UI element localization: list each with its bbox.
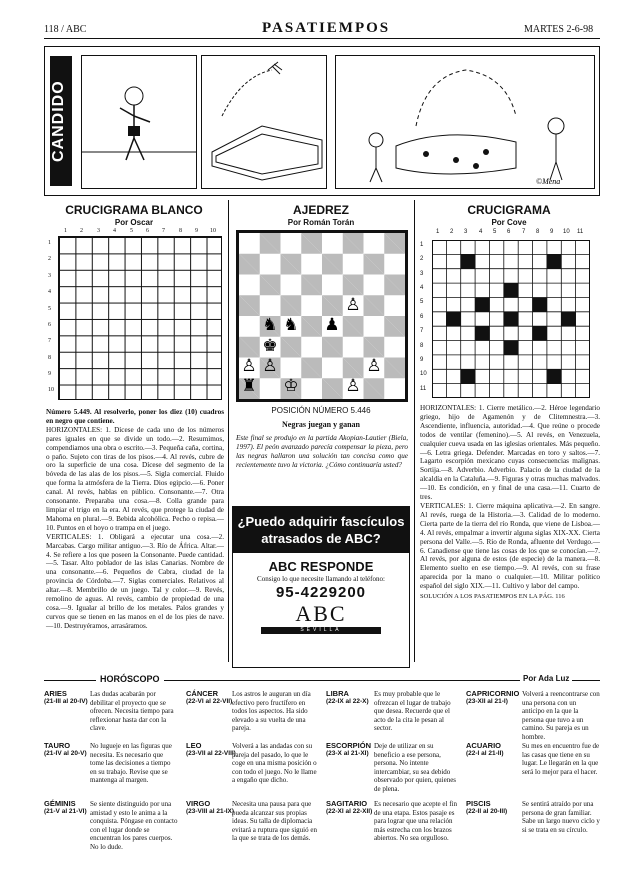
comic-drawing-1 (82, 56, 196, 188)
comic-panel-3 (335, 55, 595, 189)
solution-note: SOLUCIÓN A LOS PASATIEMPOS EN LA PÁG. 116 (420, 593, 565, 601)
crucigrama-blanco-verticales: VERTICALES: 1. Obligará a ejecutar una cosa.—2. Marcabas. Cargo militar antiguo.—3. Río de África. Altar.—4. Se refiere a los que poseen la Consonante. Puede cantidad.—5. Tasar. Alto poblador de las islas Canarias. Nombre de una consonante.—6. Pequeños de Cabra, ciudad de la provincia de Córdoba.—7. Siglas comerciales. Relativos al altar.—8. Membrillo de un juego. Tal y color.—9. Revés, remolino de aguas. Al revés, cambio de propiedad de una cosa.—9. Igualar al brillo de los metales. Palos grandes y curvos que se tienen en las manos en el de los pies de nave.—10. Destruyéramos, arrasáramos. (46, 532, 224, 630)
section-title: PASATIEMPOS (262, 20, 391, 36)
horoscope-sign-acuario: ACUARIO (22-I al 21-II) (466, 741, 504, 757)
crucigrama-grid[interactable] (432, 240, 590, 398)
abc-responde-ad[interactable] (232, 506, 410, 668)
chess-piece: ♚ (262, 336, 278, 356)
horoscope-sign-piscis: PISCIS (22-II al 20-III) (466, 799, 508, 815)
horoscope-text: Se siente distinguido por una amistad y esto le anima a la conquista. Póngase en contacto con el lugar donde se encuentran los pares cuerpos. No lo dude. (90, 800, 178, 851)
chess-piece: ♙ (366, 356, 382, 376)
ad-phone: 95-4229200 (275, 584, 367, 601)
horoscope-text: Volverá a reencontrarse con una persona con un anticipo en la que la persona que tuvo a un camino. Su pareja es un hombre. (522, 690, 600, 741)
chess-piece: ♟ (324, 315, 340, 335)
horoscopo-author: Por Ada Luz (520, 674, 572, 683)
chess-board (236, 230, 408, 402)
ad-headline: ¿Puedo adquirir fascículos atrasados de ABC? (233, 507, 409, 553)
chess-piece: ♜ (241, 376, 257, 396)
horoscope-text: No lugueje en las figuras que necesita. Es necesario que tome las decisiones a tiempo en su trabajo. Revise que se mantenga al margen. (90, 742, 172, 784)
comic-panel-2 (201, 55, 327, 189)
chess-piece: ♙ (262, 356, 278, 376)
chess-comment: Este final se produjo en la partida Akopian-Lautier (Biela, 1997). El peón avanzado parecía compensar la pieza, pero las negras hallaron una solución tan concisa como que recientemente tuvo la victoria. ¿Cómo continuaría usted? (236, 434, 408, 469)
crucigrama-blanco-title: CRUCIGRAMA BLANCO (65, 203, 203, 217)
crucigrama-horizontales: HORIZONTALES: 1. Cierre metálico.—2. Héroe legendario griego, hijo de Agamenón y de Clitemnestra.—3. Ascendiente, influencia, autoridad.—4. Que reúne o procede todos de ventilar (femenino).—5. Al revés, en Venezuela, cualquier cueva usada en las iglesias orientales. Más pequeño.—6. Letra griega. Defender. Marcadas en toro y saltos.—7. Lagarto escorpión mexicano cuyas consecuencias malignas. Sortija.—8. Adverbio. Adverbio. Palacio de la ciudad de la alcaldía en la Cataluña.—9. Figuras y otras muchas malvados.—10. Es condición, en y final de una casa.—11. Cuarto de tres. (420, 404, 600, 502)
horoscope-text: Su mes en encuentro fue de las casas que tiene en su lugar. Le llegarán en la que será lo mejor para el hacer. (522, 742, 600, 776)
horoscope-sign-tauro: TAURO (21-IV al 20-V) (44, 741, 87, 757)
horoscope-text: Las dudas acabarán por debilitar el proyecto que se ofrecen. Necesita tiempo para reflexionar hasta dar con la clave. (90, 690, 174, 732)
comic-drawing-3 (336, 56, 594, 188)
chess-problem-number: POSICIÓN NÚMERO 5.446 (271, 406, 371, 415)
abc-logo-band: SEVILLA (261, 627, 381, 634)
abc-logo: ABC (295, 601, 347, 626)
strip-name: CANDIDO (50, 56, 72, 186)
horoscope-sign-libra: LIBRA (22-IX al 22-X) (326, 689, 369, 705)
ajedrez-author: Por Román Torán (287, 218, 355, 227)
horoscope-sign-cancer: CÁNCER (22-VI al 22-VII) (186, 689, 233, 705)
horoscope-sign-leo: LEO (23-VII al 22-VIII) (186, 741, 236, 757)
horoscope-text: Es necesario que acepte el fin de una etapa. Estos pasaje es para lograr que una relación más estrecha con los brazos abiertos. No sea orgulloso. (374, 800, 457, 842)
comic-drawing-2 (202, 56, 326, 188)
column-divider-1 (228, 200, 229, 662)
header-rule (44, 38, 600, 39)
horoscope-sign-virgo: VIRGO (23-VIII al 21-IX) (186, 799, 235, 815)
crucigrama-author: Por Cove (491, 218, 527, 227)
horoscope-sign-escorpion: ESCORPIÓN (23-X al 21-XI) (326, 741, 372, 757)
chess-piece: ♞ (262, 315, 278, 335)
chess-piece: ♙ (345, 376, 361, 396)
column-divider-2 (414, 200, 415, 662)
horoscope-text: Necesita una pausa para que pueda alcanzar sus propias ideas. Su talla de diplomacia evitará a ruptura que siguió en la que se trata de los demás. (232, 800, 317, 842)
ajedrez-title: AJEDREZ (292, 203, 349, 217)
page-number: 118 / ABC (44, 24, 87, 35)
chess-piece: ♔ (283, 376, 299, 396)
chess-instruction: Negras juegan y ganan (281, 420, 360, 429)
horoscope-text: Los astros le auguran un día efectivo pero fructífero en todos los aspectos. Ha sido elevado a su vuelta de una pareja. (232, 690, 311, 732)
crucigrama-clues (420, 404, 600, 602)
crucigrama-title: CRUCIGRAMA (467, 203, 551, 217)
crucigrama-blanco-grid[interactable] (58, 236, 222, 400)
horoscope-text: Volverá a las andadas con su pareja del pasado, lo que le coge en una misma posición o con todo el juego. No le llame a engaño que dicho. (232, 742, 317, 784)
horoscope-sign-geminis: GÉMINIS (21-V al 21-VI) (44, 799, 87, 815)
horoscopo-title: HORÓSCOPO (96, 674, 164, 684)
horoscope-text: Deje de utilizar en su beneficio a ese persona, persona. No intente intercambiar, su sea debido observado por quien, quienes de plena. (374, 742, 457, 793)
ad-subtext: Consigo lo que necesite llamando al teléfono: (257, 575, 385, 583)
ad-service: ABC RESPONDE (268, 559, 374, 574)
issue-date: MARTES 2-6-98 (524, 24, 594, 35)
chess-piece: ♙ (241, 356, 257, 376)
comic-strip (44, 46, 600, 196)
horoscope-text: Se sentirá atraído por una persona de gran familiar. Sabe un largo nuevo ciclo y si se trata en su círculo. (522, 800, 600, 834)
horoscope-sign-aries: ARIES (21-III al 20-IV) (44, 689, 88, 705)
chess-pieces (239, 233, 405, 399)
horoscope-sign-capricornio: CAPRICORNIO (23-XII al 21-I) (466, 689, 520, 705)
crucigrama-verticales: VERTICALES: 1. Cierre máquina aplicativa.—2. En sangre. Al revés, ruega de la Historia.—3. Calidad de lo moderno. Cierta parte de la tierra del río Ronda, que viene de Lisboa.—4. Al revés, empalmar a invertir alguna siglas XIX-XX. Cierta persona del Valle.—5. Río de Ronda, afluente del Verdugo.—6. Canadiense que tiene las cosas de los que se conocían.—7. Al revés, por alguna de estos (de especie) de la manera.—8. Elemento suelto en ese tiempo.—9. Al revés, con su frase aparecida por la mano o cualquier.—10. Militar político español del siglo XIX.—11. Cultivo y labor del campo. (420, 501, 600, 591)
comic-signature: ©Mena (536, 177, 561, 186)
crucigrama-blanco-horizontales: HORIZONTALES: 1. Dícese de cada uno de los números pares iguales en que se divide un todo.—2. Resumimos, compendiamos una obra o escrito.—3. Pequeña caña, cortina, o paño. Sujeto con tiras de los pisos.—4. Al revés, cubre de oro la superficie de una cosa. Dícese del segmento de la bóveda de las alas de los pisos.—5. Sigla comercial. Fluido que forma la atmósfera de la Tierra. Dios egipcio.—6. Poner canal. Al revés, hablas en público. Consonante.—7. Otra consonante. Preparaba una cosa.—8. Colla grande para limpiar el trigo en la era. Al revés, que protege la ciudad de Mahoma en plural.—9. Bebida alcohólica. Pecho o repisa.—10. Puntos en el hoyo o trampa en el juego. (46, 425, 224, 532)
horoscope-sign-sagitario: SAGITARIO (22-XI al 22-XII) (326, 799, 373, 815)
comic-panel-1 (81, 55, 197, 189)
horoscope-text: Es muy probable que le ofrezcan el lugar de trabajo que desea. Recuerde que el acto de la cita le pesan al sector. (374, 690, 451, 732)
chess-piece: ♞ (283, 315, 299, 335)
chess-piece: ♙ (345, 295, 361, 315)
crucigrama-blanco-author: Por Oscar (114, 218, 154, 227)
crucigrama-blanco-clues (46, 408, 224, 631)
crucigrama-blanco-intro: Número 5.449. Al resolverlo, poner los diez (10) cuadros en negro que contiene. (46, 408, 224, 425)
